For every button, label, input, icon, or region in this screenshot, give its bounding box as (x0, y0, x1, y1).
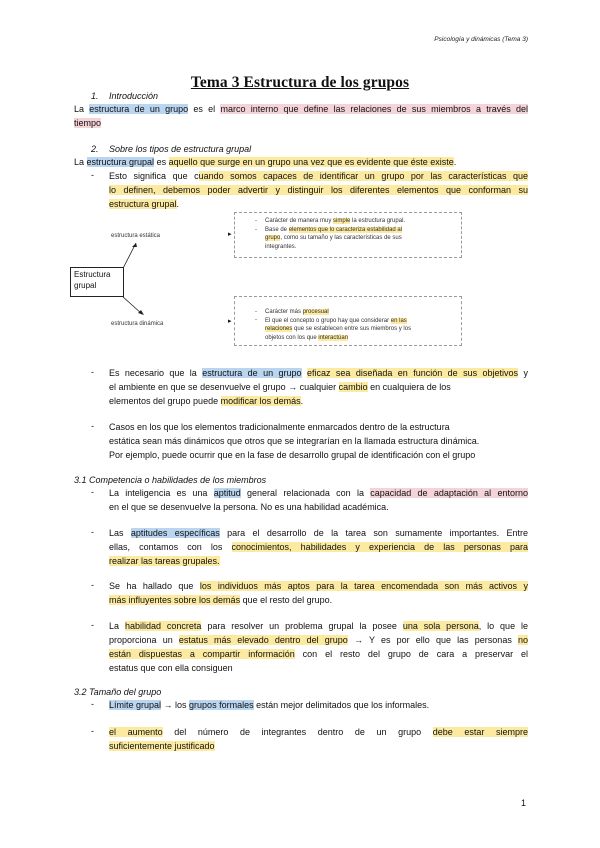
center-label-box: Estructura grupal (70, 267, 124, 297)
bullet-4-text: La inteligencia es una aptitud general relacionada con la capacidad de adaptación al entorno en el que se desenvuelve la persona. No es una habilidad académica. (109, 488, 528, 512)
bullet-marker: - (91, 580, 94, 590)
bullet-9-text: el aumento del número de integrantes dentro de un grupo debe estar siempre suficientemente justificado (109, 727, 528, 751)
dash-mark: - (255, 317, 257, 323)
bullet-marker: - (91, 421, 94, 431)
dash-mark: - (255, 218, 257, 224)
dinamica-label: estructura dinámica (111, 321, 164, 327)
bullet-marker: - (91, 170, 94, 180)
dash-mark: - (255, 309, 257, 315)
section-2-paragraph: La estructura grupal es aquello que surge en un grupo una vez que es evidente que éste existe. (74, 157, 457, 167)
estatica-label: estructura estática (111, 233, 161, 239)
dash-mark: - (255, 227, 257, 233)
static-structure-box (234, 212, 462, 258)
static-box-text: Carácter de manera muy simple la estructura grupal. Base de elementos que lo caracteriza estabilidad al grupo, como su tamaño y las características de sus integrantes. (265, 218, 406, 250)
section-3-2-heading: 3.2 Tamaño del grupo (74, 687, 162, 697)
bullet-marker: - (91, 527, 94, 537)
arrow-icon: ▸ (228, 231, 232, 238)
bullet-8-text: Límite grupal → los grupos formales están mejor delimitados que los informales. (109, 700, 430, 710)
bullet-marker: - (91, 367, 94, 377)
bullet-7-text: La habilidad concreta para resolver un problema grupal la posee una sola persona, lo que le proporciona un estatus más elevado dentro del grupo → Y es por ello que las personas no están dispuestas a compartir información con el resto del grupo de cara a preservar el estatus que con ella consiguen (109, 621, 528, 673)
bullet-3-text: Casos en los que los elementos tradicionalmente enmarcados dentro de la estructura estática sean más dinámicos que otros que se integrarían en la llamada estructura dinámica. Por ejemplo, puede ocurrir que en la fase de desarrollo grupal de identificación con el grupo (109, 422, 480, 460)
structure-diagram (74, 210, 464, 350)
bullet-2-text: Es necesario que la estructura de un grupo eficaz sea diseñada en función de sus objetivos y el ambiente en que se desenvuelve el grupo → cualquier cambio en cualquiera de los elementos del grupo puede modificar los demás. (109, 368, 528, 406)
dynamic-box-text: Carácter más procesual El que el concepto o grupo hay que considerar en las relaciones que se establecen entre sus miembros y los objetos con los que interactúan (265, 309, 412, 341)
arrow-icon: ▸ (228, 318, 232, 325)
section-3-1-heading: 3.1 Competencia o habilidades de los miembros (74, 475, 267, 485)
page-number: 1 (520, 798, 526, 808)
running-header: Psicología y dinámicas (Tema 3) (434, 36, 528, 43)
section-1-paragraph: La estructura de un grupo es el marco interno que define las relaciones de sus miembros a través del (74, 104, 528, 114)
section-2-heading: 2. Sobre los tipos de estructura grupal (91, 144, 252, 154)
bullet-marker: - (91, 699, 94, 709)
bullet-marker: - (91, 726, 94, 736)
bullet-5-text: Las aptitudes específicas para el desarrollo de la tarea son sumamente importantes. Entre ellas, contamos con los conocimientos, habilidades y experiencia de las personas para realizar las tareas grupales. (109, 528, 529, 566)
dynamic-structure-box (234, 296, 462, 346)
page-title: Tema 3 Estructura de los grupos (190, 74, 410, 91)
bullet-marker: - (91, 620, 94, 630)
bullet-6-text: Se ha hallado que los individuos más aptos para la tarea encomendada son más activos y más influyentes sobre los demás que el resto del grupo. (109, 581, 528, 605)
section-1-paragraph-end: tiempo (74, 118, 102, 128)
bullet-1-text: Esto significa que cuando somos capaces de identificar un grupo por las características que lo definen, debemos poder advertir y distinguir los diferentes elementos que conforman su estructura grupal. (109, 171, 528, 209)
bullet-marker: - (91, 487, 94, 497)
section-1-heading: 1. Introducción (91, 91, 159, 101)
